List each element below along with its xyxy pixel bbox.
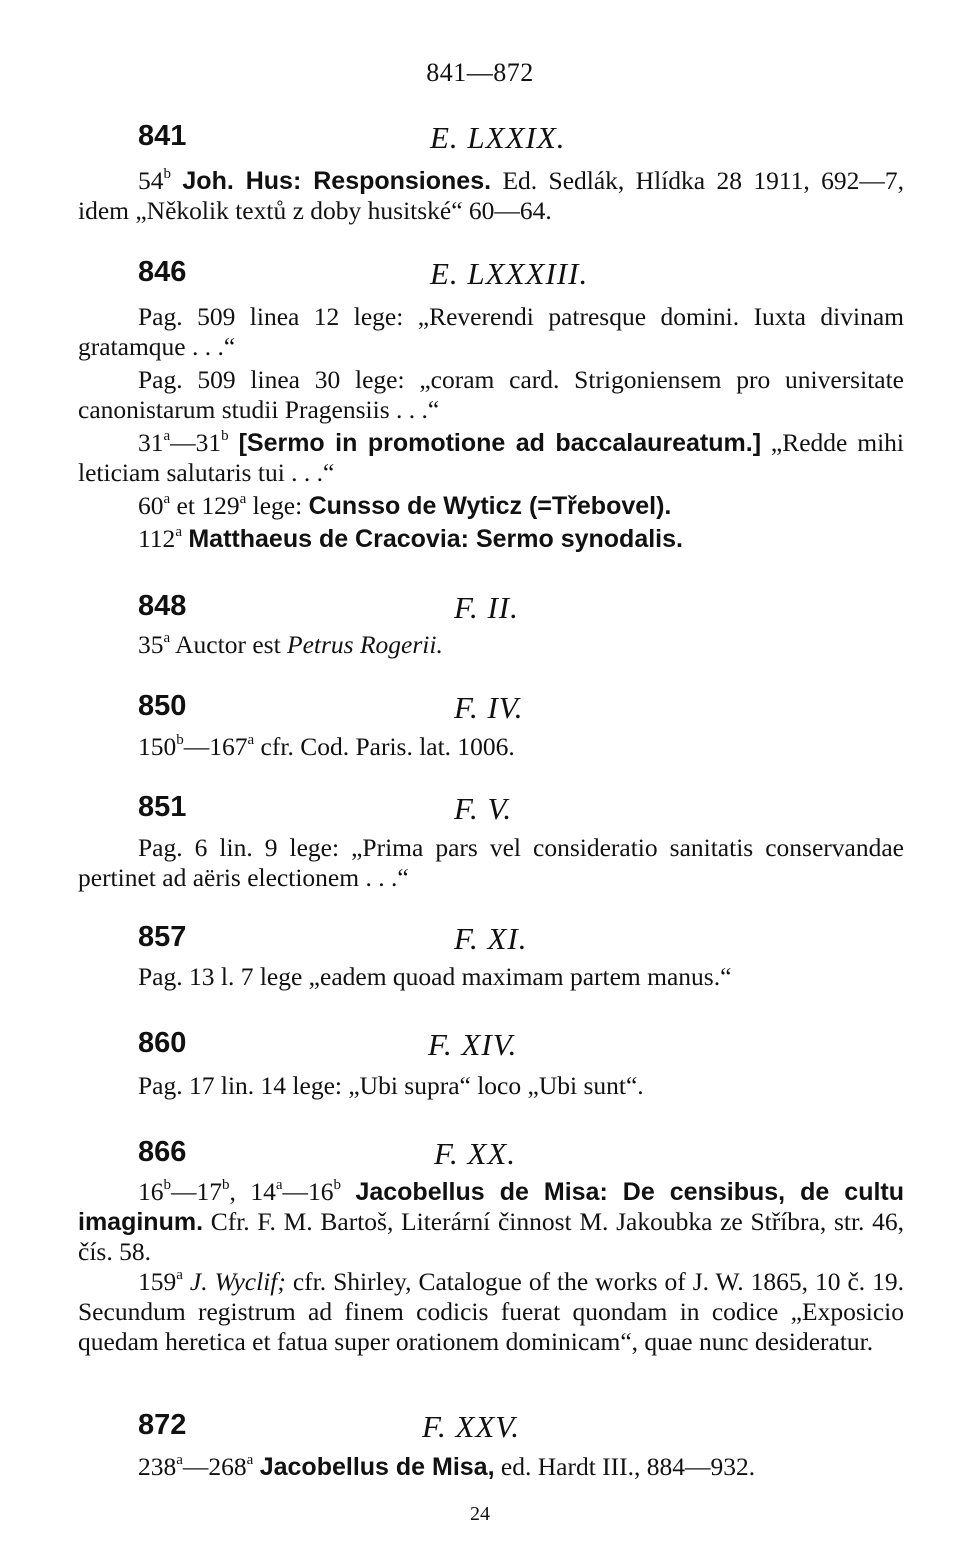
text-run: —31 [170,428,222,457]
folio-superscript: a [275,1177,283,1193]
entry-heading [138,1136,838,1176]
entry-number: 860 [138,1027,187,1059]
folio-superscript: a [176,1267,183,1283]
text-run: Ed. Sedlák, Hlídka 28 1911, 692—7, idem „Několik textů z doby husitské“ 60—64. [78,166,905,225]
text-run: —167 [183,732,248,761]
text-run: —268 [182,1452,247,1481]
text-run: cfr. Shirley, Catalogue of the works of J. W. 1865, 10 č. 19. Secundum registrum ad finem codicis fuerat quondam in codice „Exposicio quedam heretica et fatua super orationem dominicam“, quae nunc desideratur. [78,1267,904,1356]
entry-heading [138,590,838,630]
text-run: —16 [282,1177,334,1206]
entry-number: 872 [138,1409,187,1441]
text-run: 35 [138,630,164,659]
text-run [183,1267,190,1296]
text-run [229,428,239,457]
entry-number: 850 [138,690,187,722]
entry-signature: E. LXXIX. [430,120,566,155]
entry-paragraph [78,524,904,554]
text-run: et 129 [170,491,240,520]
entry-number: 857 [138,921,187,953]
entry-paragraph [78,1177,904,1267]
folio-superscript: a [246,1452,254,1468]
entry-paragraph [78,302,904,362]
entry-paragraph [78,732,904,762]
entry-signature: E. LXXXIII. [430,256,589,291]
text-run: Cfr. F. M. Bartoš, Literární činnost M. Jakoubka ze Stříbra, str. 46, čís. 58. [78,1207,904,1266]
text-run: „Redde mihi leticiam salutaris tui . . .“ [78,428,905,487]
text-run: 16 [138,1177,164,1206]
entry-heading [138,791,838,831]
entry-paragraph [78,833,904,893]
running-head: 841—872 [426,58,534,87]
text-run: 54 [138,166,164,195]
bold-text: Cunsso de Wyticz (=Třebovel). [308,492,672,520]
text-run: , 14 [229,1177,276,1206]
text-run: 112 [138,524,176,553]
text-run: 31 [138,428,164,457]
folio-superscript: b [333,1177,341,1193]
bold-text: Matthaeus de Cracovia: Sermo synodalis. [188,525,683,553]
entry-heading [138,690,838,730]
folio-superscript: b [176,732,184,748]
folio-superscript: b [163,166,171,182]
entry-number: 848 [138,590,187,622]
text-run: ed. Hardt III., 884—932. [494,1452,756,1481]
entry-signature: F. XIV. [428,1027,518,1062]
entry-paragraph [78,1071,904,1101]
text-run: 238 [138,1452,177,1481]
folio-superscript: a [247,732,255,748]
text-run: Pag. 509 linea 12 lege: „Reverendi patresque domini. Iuxta divinam gratamque . . .“ [78,302,904,361]
italic-text: Petrus Rogerii. [287,630,443,659]
text-run: —17 [171,1177,222,1206]
entry-number: 851 [138,791,187,823]
entry-paragraph [78,962,904,992]
folio-superscript: a [163,491,171,507]
entry-number: 846 [138,256,187,288]
entry-paragraph [78,491,904,521]
entry-signature: F. II. [454,590,519,625]
text-run: cfr. Cod. Paris. lat. 1006. [254,732,515,761]
entry-heading [138,1409,838,1449]
bold-text: Jacobellus de Misa: De censibus, de cultu imaginum. [78,1178,905,1236]
text-run: Pag. 509 linea 30 lege: „coram card. Strigoniensem pro universitate canonistarum studii Pragensiis . . .“ [78,365,904,424]
italic-text: J. Wyclif; [189,1267,286,1296]
entry-signature: F. XXV. [422,1409,521,1444]
entry-heading [138,120,838,160]
entry-signature: F. XI. [454,921,528,956]
bold-text: [Sermo in promotione ad baccalaureatum.] [238,429,762,457]
folio-superscript: a [163,630,171,646]
text-run: 159 [138,1267,177,1296]
folio-superscript: b [221,428,229,444]
entry-paragraph [78,166,904,226]
text-run: Pag. 17 lin. 14 lege: „Ubi supra“ loco „Ubi sunt“. [138,1071,644,1100]
text-run: 150 [138,732,177,761]
text-run: 60 [138,491,164,520]
text-run: Pag. 13 l. 7 lege „eadem quoad maximam partem manus.“ [138,962,732,991]
entry-heading [138,256,838,296]
text-run: Pag. 6 lin. 9 lege: „Prima pars vel consideratio sanitatis conservandae pertinet ad aëris electionem . . .“ [78,833,904,892]
entry-signature: F. V. [454,791,513,826]
page-number: 24 [470,1503,490,1525]
entry-heading [138,921,838,961]
text-run: Auctor est [170,630,288,659]
text-run [171,166,182,195]
entry-signature: F. IV. [454,690,524,725]
entry-paragraph [78,630,904,660]
entry-paragraph [78,365,904,425]
folio-superscript: b [163,1177,171,1193]
bold-text: Joh. Hus: Responsiones. [182,167,492,195]
folio-superscript: a [176,1452,183,1468]
folio-superscript: b [222,1177,230,1193]
entry-paragraph [78,428,904,488]
entry-heading [138,1027,838,1067]
entry-signature: F. XX. [434,1136,517,1171]
entry-paragraph [78,1452,904,1482]
bold-text: Jacobellus de Misa, [259,1453,495,1481]
entry-paragraph [78,1267,904,1357]
folio-superscript: a [175,524,182,540]
text-run [341,1177,355,1206]
entry-number: 841 [138,120,187,152]
folio-superscript: a [239,491,247,507]
entry-number: 866 [138,1136,187,1168]
text-run: lege: [246,491,309,520]
folio-superscript: a [163,428,171,444]
